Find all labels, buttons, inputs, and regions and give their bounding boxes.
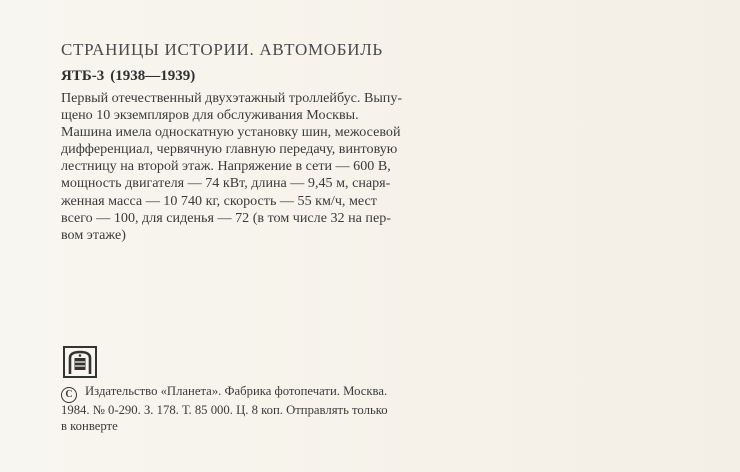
imprint-line: 1984. № 0-290. З. 178. Т. 85 000. Ц. 8 коп. Отправлять только [61, 403, 388, 417]
publisher-imprint [61, 384, 501, 434]
imprint-line-text: Издательство «Планета». Фабрика фотопечати. Москва. [85, 384, 388, 398]
planeta-publisher-logo-icon [63, 346, 97, 378]
model-name: ЯТБ-3 [61, 68, 105, 84]
description-line: лестницу на второй этаж. Напряжение в сети — 600 В, [61, 158, 391, 175]
model-years: (1938—1939) [110, 68, 196, 84]
model-heading [61, 68, 195, 85]
copyright-icon: С [61, 387, 77, 403]
description-line: женная масса — 10 740 кг, скорость — 55 км/ч, мест [61, 192, 377, 209]
description-line: щено 10 экземпляров для обслуживания Москвы. [61, 107, 359, 124]
description-text [61, 90, 501, 244]
description-line: дифференциал, червячную главную передачу, винтовую [61, 141, 398, 158]
description-line: Машина имела односкатную установку шин, межосевой [61, 124, 401, 141]
description-line: Первый отечественный двухэтажный троллейбус. Выпу- [61, 90, 403, 106]
description-line: мощность двигателя — 74 кВт, длина — 9,45 м, снаря- [61, 175, 391, 192]
description-line: всего — 100, для сиденья — 72 (в том числе 32 на пер- [61, 209, 391, 226]
imprint-line [61, 384, 501, 403]
series-title: СТРАНИЦЫ ИСТОРИИ. АВТОМОБИЛЬ [61, 40, 383, 59]
description-line: вом этаже) [61, 226, 126, 243]
imprint-line: в конверте [61, 418, 118, 433]
